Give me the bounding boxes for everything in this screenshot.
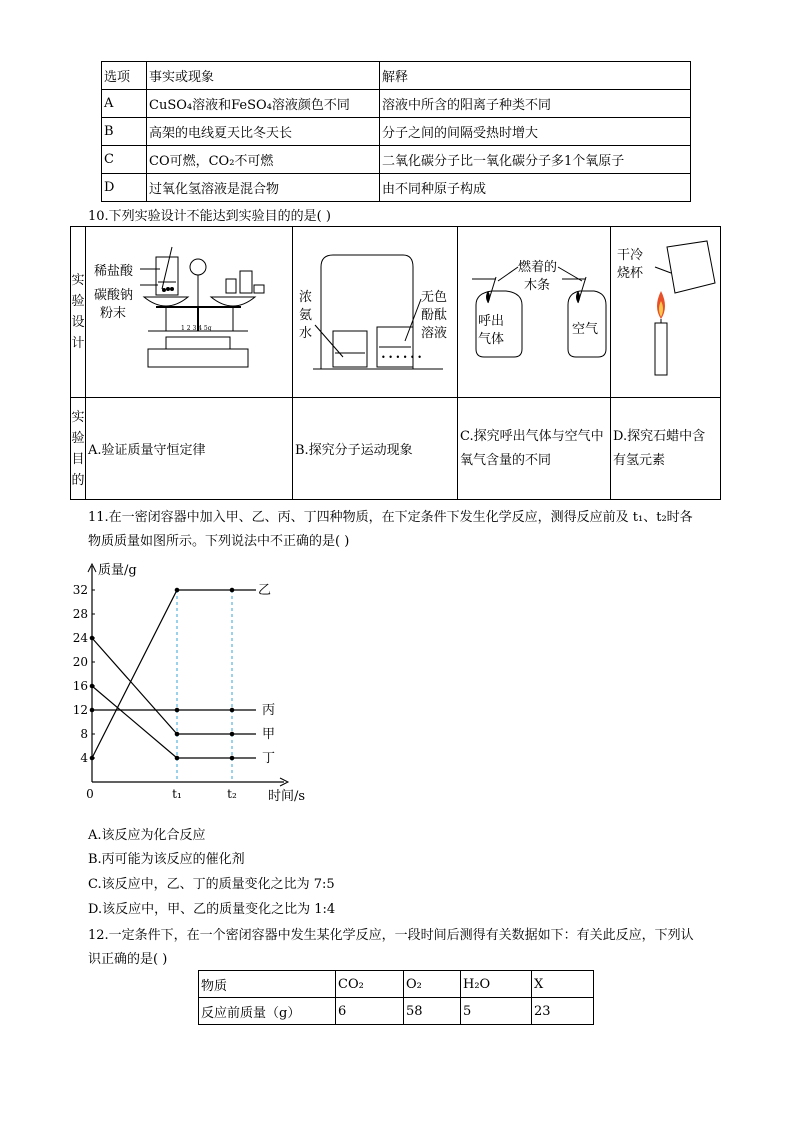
header-cell: H₂O (461, 971, 532, 998)
table-cell: 由不同种原子构成 (380, 174, 691, 202)
row-label-purpose: 实验目的 (71, 398, 86, 500)
balance-figure (86, 227, 292, 393)
x-tick-label: t₂ (227, 787, 237, 801)
header-cell: X (532, 971, 594, 998)
table-header-row (102, 62, 691, 90)
header-cell: 选项 (102, 62, 147, 90)
x-tick-label: 0 (86, 787, 94, 801)
table-cell: CO可燃，CO₂不可燃 (147, 146, 380, 174)
table-row (199, 998, 594, 1025)
label-exhaled: 呼出 (478, 314, 505, 329)
experiment-table (70, 226, 721, 500)
table-row (102, 174, 691, 202)
label-sodium-carbonate: 碳酸钠 (94, 288, 134, 303)
data-point (175, 732, 180, 737)
table-cell: 过氧化氢溶液是混合物 (147, 174, 380, 202)
question-12-stem-line2: 识正确的是( ) (88, 952, 168, 967)
purpose-a: A.验证质量守恒定律 (86, 398, 293, 500)
y-tick-label: 4 (80, 751, 88, 765)
table-cell: 58 (404, 998, 461, 1025)
table-cell: 分子之间的间隔受热时增大 (380, 118, 691, 146)
label-dry-cold: 干冷 (617, 248, 644, 263)
question-10-stem: 10.下列实验设计不能达到实验目的的是( ) (88, 209, 331, 224)
ammonia-figure (293, 227, 457, 393)
svg-text:• • • • • •: • • • • • • (381, 353, 423, 362)
header-cell: 解释 (380, 62, 691, 90)
design-row (71, 227, 721, 398)
y-tick-label: 12 (72, 703, 88, 717)
chart-series (90, 588, 256, 761)
candle-figure (611, 227, 715, 393)
label-solution: 溶液 (421, 326, 448, 341)
table-cell: 二氧化碳分子比一氧化碳分子多1个氧原子 (380, 146, 691, 174)
header-cell: 事实或现象 (147, 62, 380, 90)
purpose-b: B.探究分子运动现象 (293, 398, 458, 500)
table-row (102, 90, 691, 118)
table-cell: 高架的电线夏天比冬天长 (147, 118, 380, 146)
label-gas: 气体 (478, 332, 505, 347)
series-label: 乙 (258, 583, 272, 598)
series-label: 甲 (262, 727, 276, 742)
data-point (230, 756, 235, 761)
label-ammonia: 氨 (299, 308, 313, 323)
header-cell: CO₂ (336, 971, 404, 998)
x-tick-label: t₁ (172, 787, 182, 801)
figure-b-cell (293, 227, 458, 398)
table-cell: 溶液中所含的阳离子种类不同 (380, 90, 691, 118)
table-row (102, 146, 691, 174)
data-point (175, 588, 180, 593)
figure-d-cell (611, 227, 721, 398)
header-cell: 物质 (199, 971, 336, 998)
question-11-stem-line2: 物质质量如图所示。下列说法中不正确的是( ) (88, 534, 350, 549)
y-tick-label: 16 (72, 679, 88, 693)
label-air: 空气 (572, 322, 599, 337)
y-tick-label: 20 (72, 655, 88, 669)
mass-time-chart (72, 560, 306, 806)
y-tick-label: 8 (80, 727, 88, 741)
table-header-row (199, 971, 594, 998)
label-powder: 粉末 (100, 306, 127, 321)
table-row (102, 118, 691, 146)
figure-a-cell (86, 227, 293, 398)
label-concentrated: 浓 (299, 290, 313, 305)
chart-y-axis-label: 质量/g (98, 563, 137, 578)
data-point (230, 708, 235, 713)
chart-series-labels (258, 583, 275, 766)
question-12-stem-line1: 12.一定条件下，在一个密闭容器中发生某化学反应，一段时间后测得有关数据如下：有关此反应，下列认 (88, 928, 694, 943)
purpose-row (71, 398, 721, 500)
label-hydrochloric-acid: 稀盐酸 (94, 264, 134, 279)
question-11-stem-line1: 11.在一密闭容器中加入甲、乙、丙、丁四种物质，在下定条件下发生化学反应，测得反应前及 t₁、t₂时各 (88, 510, 693, 525)
table-cell: A (102, 90, 147, 118)
breath-figure (458, 227, 610, 393)
series-line-甲 (92, 638, 232, 734)
label-beaker: 烧杯 (617, 266, 644, 281)
option-b: B.丙可能为该反应的催化剂 (88, 852, 245, 867)
data-point (175, 708, 180, 713)
row-label-design: 实验设计 (71, 227, 86, 398)
purpose-c: C.探究呼出气体与空气中氧气含量的不同 (458, 398, 611, 500)
series-label: 丙 (262, 703, 276, 718)
figure-c-cell (458, 227, 611, 398)
label-stick: 木条 (524, 278, 551, 293)
purpose-d: D.探究石蜡中含有氢元素 (611, 398, 721, 500)
option-table (101, 61, 691, 202)
data-point (230, 588, 235, 593)
svg-text:1 2 3 4 5g: 1 2 3 4 5g (181, 325, 212, 332)
table-cell: CuSO₄溶液和FeSO₄溶液颜色不同 (147, 90, 380, 118)
chart-x-axis-label: 时间/s (268, 789, 306, 804)
chart-x-ticks (86, 787, 237, 801)
data-point (175, 756, 180, 761)
table-cell: B (102, 118, 147, 146)
table-cell: 6 (336, 998, 404, 1025)
label-water: 水 (299, 326, 313, 341)
series-label: 丁 (262, 751, 276, 766)
table-cell: D (102, 174, 147, 202)
label-colorless: 无色 (421, 290, 448, 305)
y-tick-label: 24 (72, 631, 88, 645)
data-point (230, 732, 235, 737)
table-cell: 23 (532, 998, 594, 1025)
y-tick-label: 32 (72, 583, 88, 597)
reaction-data-table (198, 970, 594, 1025)
y-tick-label: 28 (72, 607, 88, 621)
series-line-丁 (92, 686, 232, 758)
option-d: D.该反应中，甲、乙的质量变化之比为 1:4 (88, 902, 336, 917)
table-cell: 5 (461, 998, 532, 1025)
header-cell: O₂ (404, 971, 461, 998)
table-cell: 反应前质量（g） (199, 998, 336, 1025)
series-line-乙 (92, 590, 232, 758)
label-burning: 燃着的 (518, 260, 558, 275)
option-a: A.该反应为化合反应 (88, 828, 206, 843)
table-cell: C (102, 146, 147, 174)
label-phenolphthalein: 酚酞 (421, 308, 448, 323)
option-c: C.该反应中，乙、丁的质量变化之比为 7:5 (88, 877, 335, 892)
